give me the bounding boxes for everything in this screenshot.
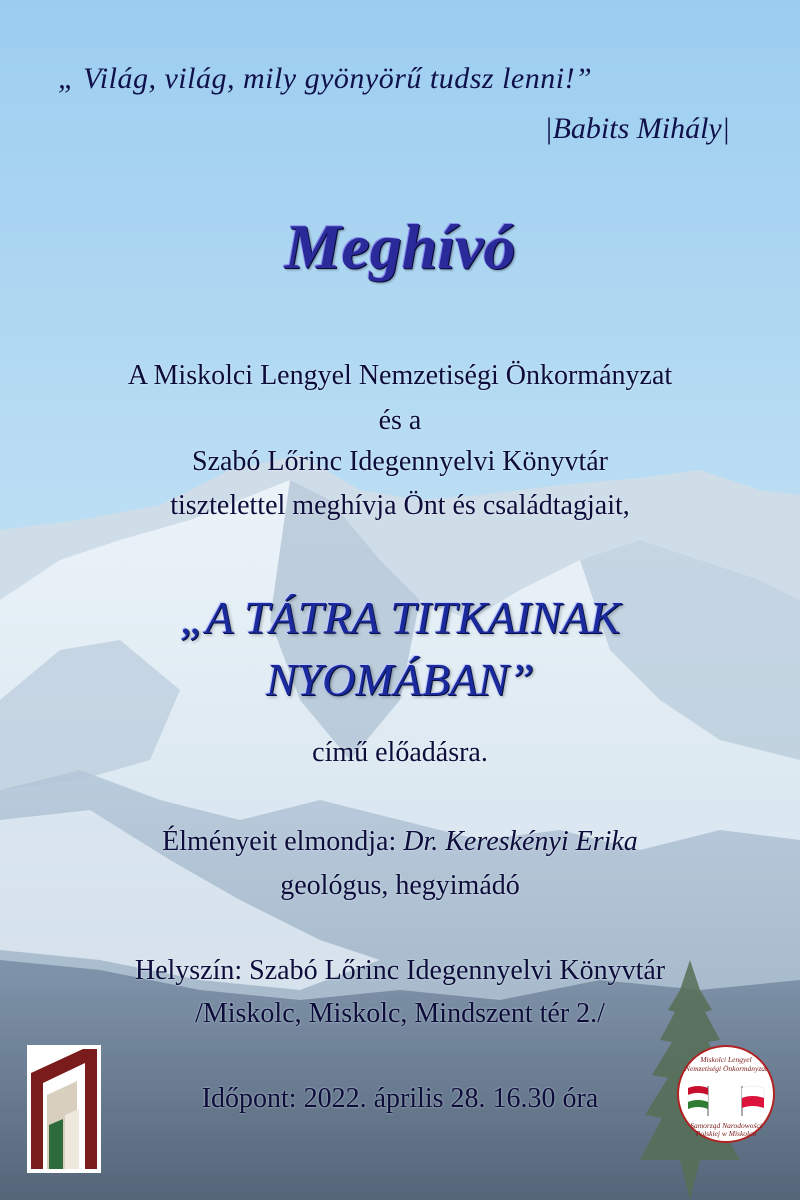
seal-bottom-line-2: Polskiej w Miskolcu	[695, 1129, 757, 1138]
quote-author: |Babits Mihály|	[544, 112, 730, 145]
speaker-label: Élményeit elmondja:	[162, 826, 397, 857]
page-title: Meghívó	[284, 211, 516, 282]
organizer-1: A Miskolci Lengyel Nemzetiségi Önkormányzat	[127, 360, 673, 391]
invitation-text: tisztelettel meghívja Önt és családtagjait,	[170, 490, 630, 521]
organization-seal-logo	[676, 1044, 776, 1144]
organizer-2: Szabó Lőrinc Idegennyelvi Könyvtár	[192, 446, 608, 477]
event-title-line-1: „A TÁTRA TITKAINAK	[179, 592, 621, 643]
event-time: Időpont: 2022. április 28. 16.30 óra	[201, 1083, 599, 1114]
seal-bottom-line-1: Samorząd Narodowości	[690, 1121, 762, 1130]
speaker-name: Dr. Kereskényi Erika	[403, 826, 638, 857]
conjunction: és a	[378, 405, 422, 436]
event-subtitle: című előadásra.	[312, 737, 488, 768]
venue-line-1: Helyszín: Szabó Lőrinc Idegennyelvi Könyvtár	[134, 955, 666, 986]
speaker-line	[0, 826, 800, 858]
seal-top-line-2: Nemzetiségi Önkormányzat	[684, 1064, 768, 1073]
library-logo	[27, 1045, 101, 1173]
speaker-description: geológus, hegyimádó	[280, 870, 520, 901]
event-title-line-2: NYOMÁBAN”	[265, 654, 535, 705]
seal-top-line-1: Miskolci Lengyel	[700, 1055, 752, 1064]
quote-text: „ Világ, világ, mily gyönyörű tudsz lenni!”	[58, 62, 593, 95]
venue-line-2: /Miskolc, Miskolc, Mindszent tér 2./	[195, 998, 605, 1029]
